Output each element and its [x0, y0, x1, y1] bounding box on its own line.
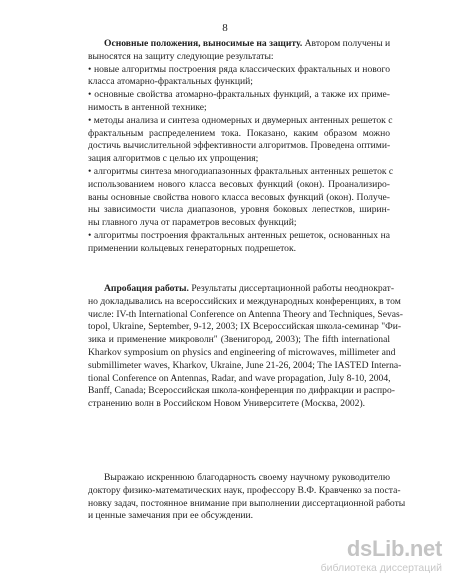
paragraph-line: Kharkov symposium on physics and engineering of microwaves, millimeter and: [88, 346, 396, 358]
bullet-line: • алгоритмы синтеза многодиапазонных фрактальных антенных решеток с: [88, 165, 394, 177]
paragraph-line: topol, Ukraine, September, 9-12, 2003; IX Всероссийская школа-семинар "Фи-: [88, 321, 402, 333]
paragraph-line: использованием нового класса весовых функций (окон). Проанализиро-: [88, 178, 390, 190]
paragraph-line: фрактальным распределением тока. Показано, каким образом можно: [88, 127, 390, 139]
paragraph-line: ны зависимости числа диапазонов, уровня боковых лепестков, ширин-: [88, 204, 390, 216]
dslib-subtitle: библиотека диссертаций: [320, 562, 442, 574]
section-acknowledgements: [88, 472, 406, 523]
paragraph-line: странению волн в Российском Новом Университете (Москва, 2002).: [88, 398, 366, 410]
section-heading-approbation: Апробация работы.: [104, 283, 189, 294]
bullet-line: • новые алгоритмы построения ряда классических фрактальных и нового: [88, 63, 390, 75]
paragraph-line: доктору физико-математических наук, профессору В.Ф. Кравченко за поста-: [88, 484, 401, 496]
paragraph-line: submillimeter waves, Kharkov, Ukraine, June 21-26, 2004; The IASTED Interna-: [88, 359, 402, 371]
paragraph-line: новку задач, постоянное внимание при выполнении диссертационной работы: [88, 497, 406, 509]
section-main-provisions-first-line: [88, 38, 390, 51]
page-number: 8: [222, 22, 228, 34]
paragraph-line: нимость в антенной технике;: [88, 101, 207, 113]
paragraph-line: ны главного луча от параметров весовых функций;: [88, 217, 297, 229]
paragraph-line: но докладывались на всероссийских и международных конференциях, в том: [88, 295, 401, 307]
paragraph-line: и ценные замечания при ее обсуждении.: [88, 510, 254, 522]
paragraph-line: Banff, Canada; Всероссийская школа-конференция по дифракции и распро-: [88, 385, 395, 397]
paragraph-line: выносятся на защиту следующие результаты:: [88, 50, 274, 62]
section-heading-main-provisions: Основные положения, выносимые на защиту.: [104, 38, 303, 49]
section-approbation: [88, 283, 403, 411]
paragraph-line: применении кольцевых генераторных подрешеток.: [88, 242, 297, 254]
paragraph-line: числе: IV-th International Conference on Antenna Theory and Techniques, Sevas-: [88, 308, 403, 320]
paragraph-line: Выражаю искреннюю благодарность своему научному руководителю: [104, 472, 390, 483]
paragraph-line: Автором получены и: [304, 38, 391, 49]
bullet-line: • основные свойства атомарно-фрактальных функций, а также их приме-: [88, 89, 390, 101]
section-approbation-first-line: [88, 283, 395, 296]
paragraph-line: зация алгоритмов с целью их упрощения;: [88, 153, 259, 165]
section-main-provisions: [88, 38, 394, 256]
paragraph-line: класса атомарно-фрактальных функций;: [88, 76, 253, 88]
paragraph-line: зика и применение микроволн" (Звенигород, 2003); The fifth international: [88, 334, 390, 346]
dslib-watermark: [307, 538, 442, 578]
paragraph-line: tional Conference on Antennas, Radar, and wave propagation, July 8-10, 2004,: [88, 372, 391, 384]
dslib-logo: dsLib.net: [346, 536, 442, 561]
paragraph-line: ваны основные свойства нового класса весовых функций (окон). Получе-: [88, 191, 390, 203]
paragraph-line: достичь вычислительной эффективности алгоритмов. Проведена оптими-: [88, 140, 391, 152]
paragraph-line: Результаты диссертационной работы неоднократ-: [191, 283, 395, 294]
bullet-line: • алгоритмы построения фрактальных антенных решеток, основанных на: [88, 229, 390, 241]
bullet-line: • методы анализа и синтеза одномерных и двумерных антенных решеток с: [88, 114, 393, 126]
